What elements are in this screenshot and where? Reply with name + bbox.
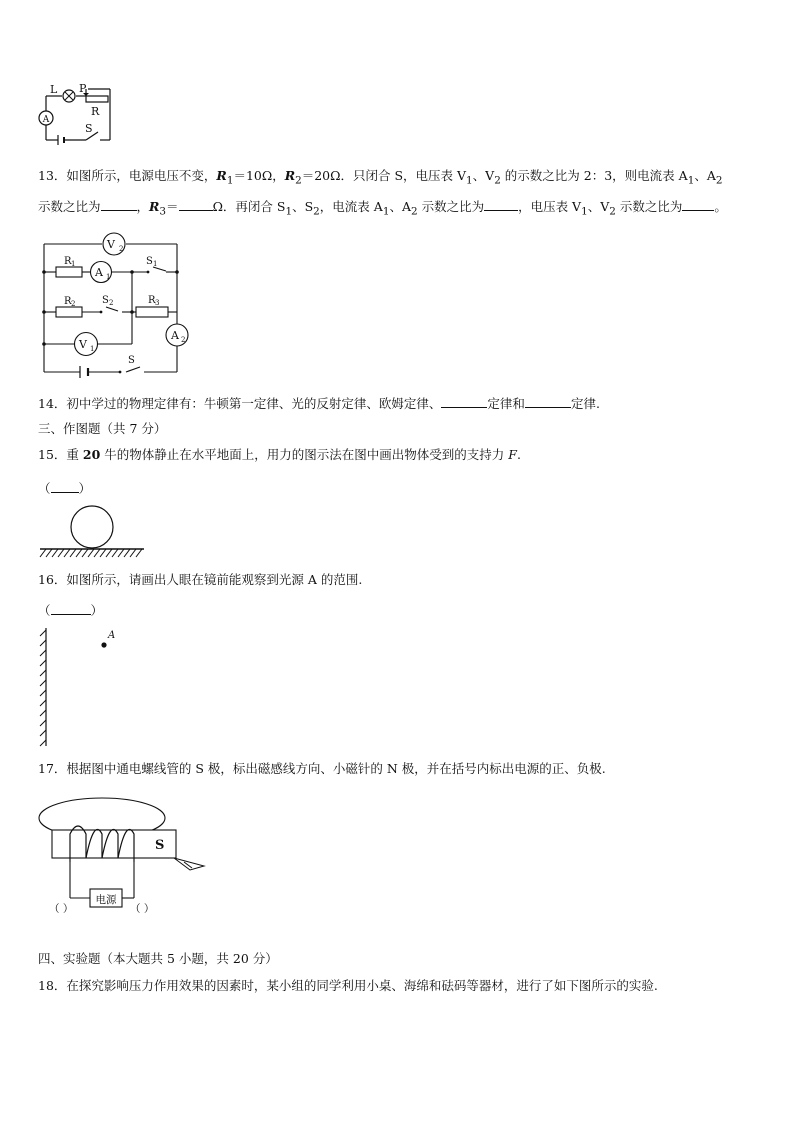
section-3-heading: 三、作图题（共 7 分） bbox=[38, 421, 167, 436]
q15-text: 15．重 20 牛的物体静止在水平地面上，用力的图示法在图中画出物体受到的支持力 F. bbox=[38, 447, 521, 462]
svg-text:R: R bbox=[64, 296, 72, 307]
ball-icon bbox=[71, 506, 113, 548]
lamp-label: L bbox=[50, 84, 58, 96]
answer-blank-1[interactable] bbox=[101, 198, 137, 211]
svg-text:1: 1 bbox=[153, 260, 158, 268]
svg-text:R: R bbox=[64, 256, 72, 267]
answer-blank-7[interactable] bbox=[51, 480, 79, 493]
q16-text: 16．如图所示，请画出人眼在镜前能观察到光源 A 的范围. bbox=[38, 572, 363, 587]
answer-blank-3[interactable] bbox=[484, 198, 518, 211]
q15-ball-on-ground-figure bbox=[36, 503, 148, 561]
svg-text:2: 2 bbox=[71, 300, 76, 308]
right-terminal-paren: （ ） bbox=[130, 903, 155, 915]
answer-blank-6[interactable] bbox=[525, 395, 571, 408]
ground-hatching bbox=[40, 549, 142, 557]
q18-text: 18．在探究影响压力作用效果的因素时，某小组的同学利用小桌、海绵和砝码等器材，进行了如下图所示的实验. bbox=[38, 978, 658, 993]
s-pole-label: S bbox=[155, 838, 165, 853]
ammeter-label: A bbox=[42, 115, 50, 125]
light-source-a-label: A bbox=[108, 630, 116, 641]
switch-label: S bbox=[85, 122, 93, 135]
svg-text:A: A bbox=[171, 329, 179, 342]
resistor-r1-icon bbox=[56, 267, 82, 277]
answer-blank-4[interactable] bbox=[682, 198, 714, 211]
rheostat-icon bbox=[86, 96, 108, 102]
svg-text:2: 2 bbox=[109, 299, 114, 307]
light-source-a-dot bbox=[101, 642, 106, 647]
q15-answer-paren: （ ） bbox=[38, 481, 92, 496]
svg-text:V: V bbox=[79, 338, 87, 351]
svg-text:S: S bbox=[102, 295, 109, 306]
svg-text:1: 1 bbox=[106, 273, 111, 281]
q16-answer-paren: （ ） bbox=[38, 603, 104, 618]
q17-text: 17．根据图中通电螺线管的 S 极，标出磁感线方向、小磁针的 N 极，并在括号内标出电源的正、负极. bbox=[38, 761, 606, 776]
svg-text:S: S bbox=[128, 355, 135, 366]
svg-text:A: A bbox=[95, 266, 103, 279]
svg-text:1: 1 bbox=[71, 260, 76, 268]
q13-line2: 示数之比为 ，$R_3= \Omega$．再闭合 $S_1$、$S_2$，电流表 $A_1$、$A_2$ 示数之比为 ，电压表 $V_1$、$V_2$ 示数之比为 。 bbox=[38, 199, 727, 218]
q14-text: 14．初中学过的物理定律有：牛顿第一定律、光的反射定律、欧姆定律、 定律和 定律. bbox=[38, 396, 600, 411]
section-4-heading: 四、实验题（本大题共 5 小题，共 20 分） bbox=[38, 951, 278, 966]
q17-solenoid-figure bbox=[34, 788, 210, 918]
power-source-label: 电源 bbox=[95, 894, 117, 906]
resistor-r3-icon bbox=[136, 307, 168, 317]
resistor-label: R bbox=[91, 105, 100, 118]
svg-text:2: 2 bbox=[119, 245, 124, 253]
svg-text:V: V bbox=[107, 238, 115, 251]
q13-line1: 13．如图所示，电源电压不变，$R_1=10\Omega$，$R_2=20\Omega$．只闭合 S，电压表 $V_1$、$V_2$ 的示数之比为 2：3，则电流表 $A_1$、$A_2$ bbox=[38, 168, 723, 187]
top-circuit-figure bbox=[36, 84, 116, 146]
answer-blank-2[interactable] bbox=[179, 198, 213, 211]
svg-text:1: 1 bbox=[90, 345, 95, 353]
svg-text:3: 3 bbox=[155, 299, 160, 307]
left-terminal-paren: （ ） bbox=[49, 903, 74, 915]
svg-text:2: 2 bbox=[181, 336, 186, 344]
answer-blank-8[interactable] bbox=[51, 602, 91, 615]
mirror-hatching bbox=[40, 630, 46, 746]
slider-label: P bbox=[79, 84, 87, 95]
q13-circuit-diagram bbox=[36, 226, 196, 386]
svg-text:S: S bbox=[146, 256, 153, 267]
resistor-r2-icon bbox=[56, 307, 82, 317]
svg-text:R: R bbox=[148, 295, 156, 306]
compass-needle-icon bbox=[174, 858, 204, 870]
answer-blank-5[interactable] bbox=[441, 395, 487, 408]
q16-mirror-figure bbox=[36, 624, 126, 750]
